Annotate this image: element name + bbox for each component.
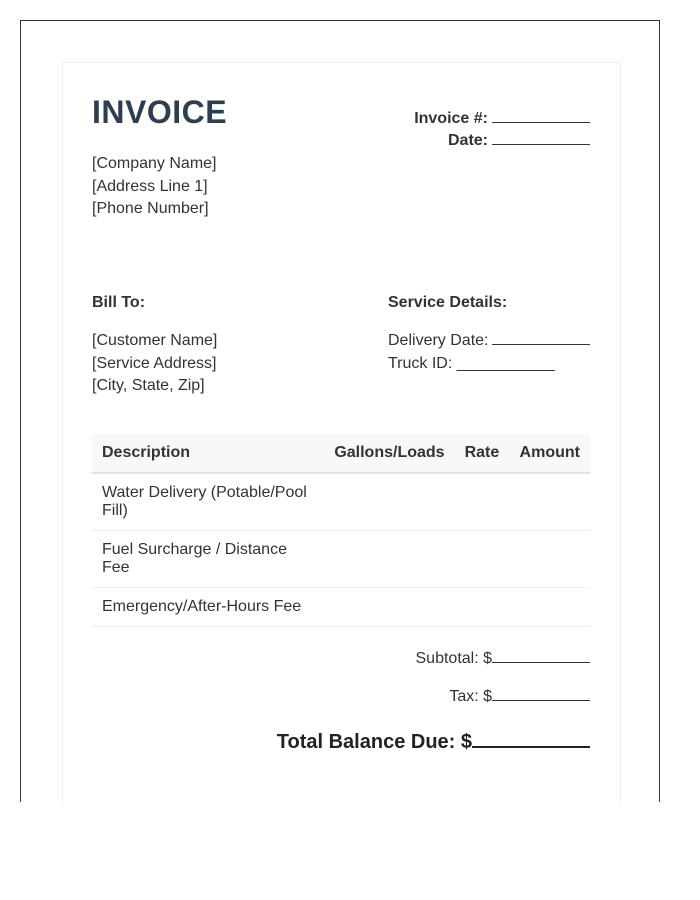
city-state-zip: [City, State, Zip] (92, 377, 205, 394)
col-amount: Amount (510, 434, 590, 473)
company-phone: [Phone Number] (92, 200, 209, 217)
tax-label: Tax: $ (449, 688, 492, 705)
row-gallons-loads (324, 588, 454, 627)
col-rate: Rate (455, 434, 510, 473)
row-description: Water Delivery (Potable/Pool Fill) (92, 473, 324, 531)
col-description: Description (92, 434, 324, 473)
row-gallons-loads (324, 531, 454, 588)
line-items-table (92, 434, 590, 627)
subtotal-blank (492, 648, 590, 663)
company-info (92, 153, 217, 221)
company-address: [Address Line 1] (92, 177, 208, 195)
row-rate (455, 588, 510, 627)
invoice-title: INVOICE (92, 94, 228, 130)
tax-row (449, 686, 590, 706)
invoice-meta (414, 108, 590, 152)
delivery-date-row (388, 330, 590, 353)
table-row (92, 531, 590, 588)
invoice-number-blank (492, 108, 590, 123)
row-description: Emergency/After-Hours Fee (92, 588, 324, 627)
row-description: Fuel Surcharge / Distance Fee (92, 531, 324, 588)
subtotal-row (416, 648, 591, 668)
delivery-date-blank (492, 330, 590, 345)
company-name: [Company Name] (92, 155, 217, 172)
delivery-date-label: Delivery Date: (388, 332, 489, 349)
row-gallons-loads (324, 473, 454, 531)
invoice-date-blank (492, 130, 590, 145)
row-amount (510, 588, 590, 627)
row-amount (510, 531, 590, 588)
table-header-row (92, 434, 590, 473)
invoice-date-label: Date: (447, 132, 488, 149)
tax-blank (492, 686, 590, 701)
invoice-number-label: Invoice #: (414, 110, 488, 127)
total-balance-label: Total Balance Due: $ (276, 731, 472, 753)
service-address: [Service Address] (92, 354, 217, 372)
service-details-heading: Service Details: (388, 294, 508, 311)
invoice-number-row (414, 108, 590, 130)
row-amount (510, 473, 590, 531)
subtotal-label: Subtotal: $ (415, 650, 492, 667)
row-rate (455, 473, 510, 531)
truck-id-row: Truck ID: ___________ (388, 354, 555, 372)
col-gallons-loads: Gallons/Loads (324, 434, 454, 473)
row-rate (455, 531, 510, 588)
service-details-block (388, 330, 590, 375)
customer-name: [Customer Name] (92, 332, 218, 349)
total-balance-row (277, 728, 590, 754)
invoice-date-row (414, 130, 590, 152)
table-row (92, 588, 590, 627)
total-balance-blank (472, 728, 590, 748)
bill-to-heading: Bill To: (92, 294, 146, 311)
bill-to-block (92, 330, 217, 398)
table-row (92, 473, 590, 531)
